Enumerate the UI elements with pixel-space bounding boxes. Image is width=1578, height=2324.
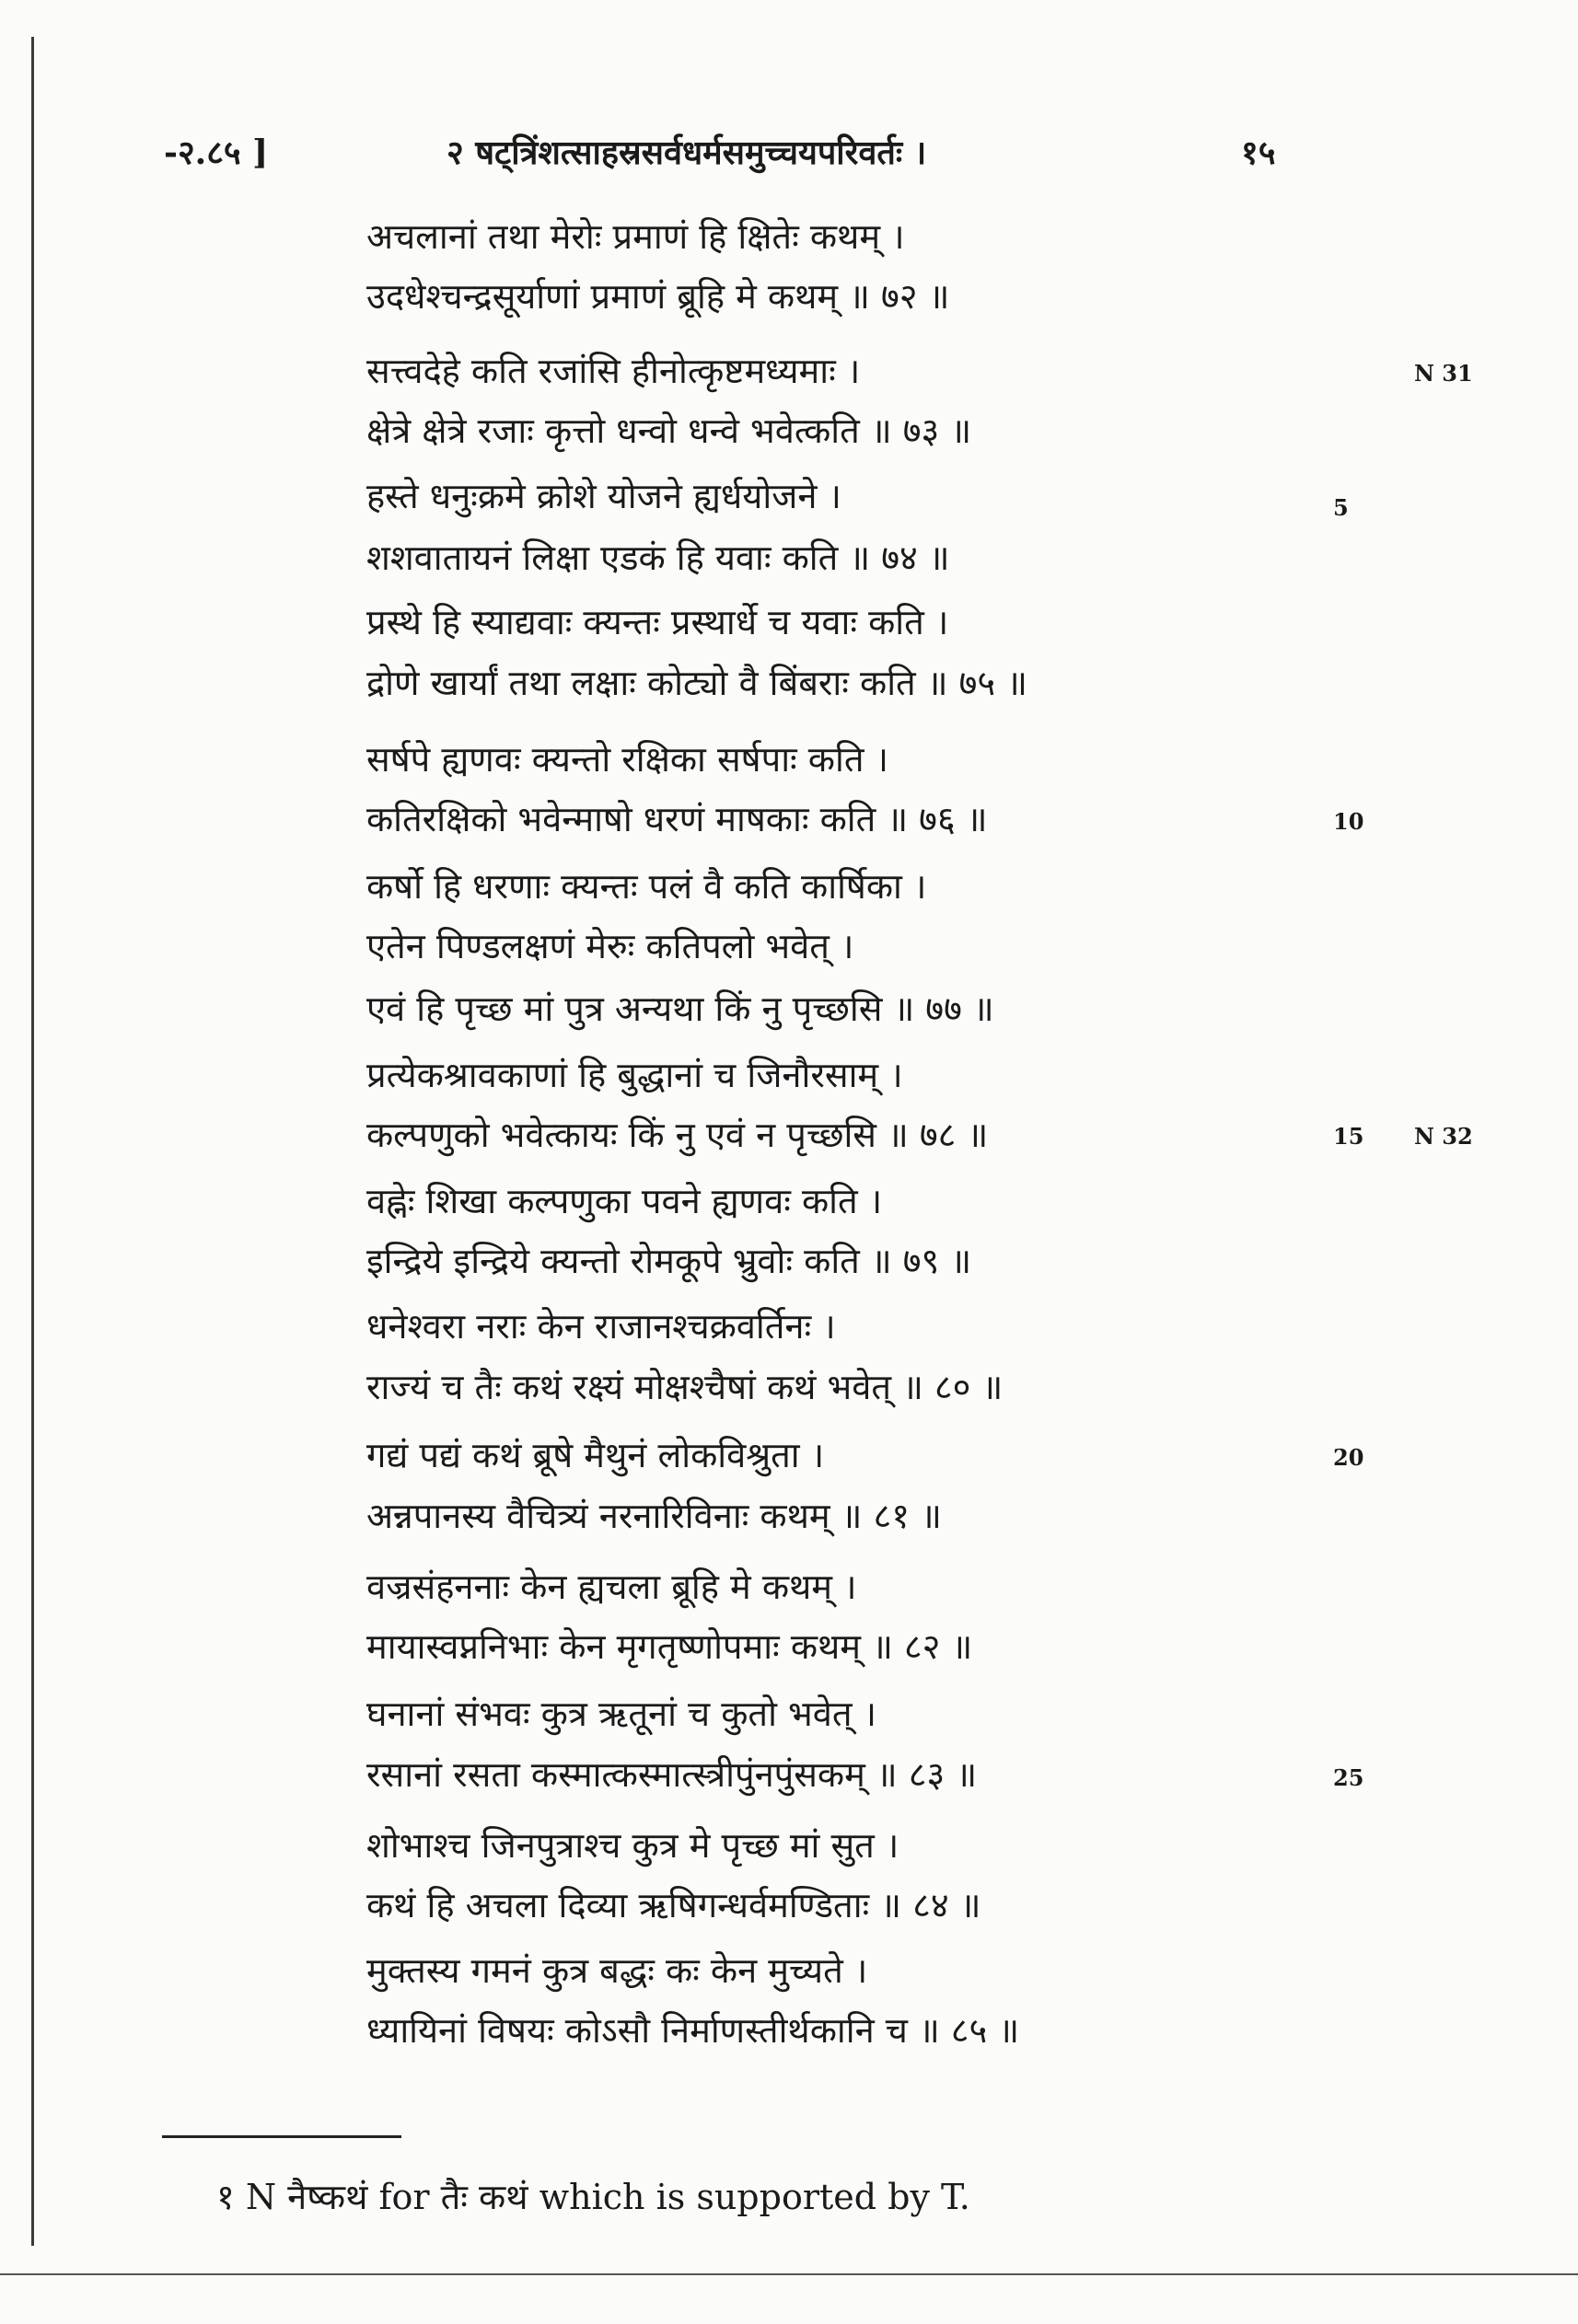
page-bottom-edge: [0, 2273, 1578, 2275]
header-verse-range: -२.८५ ]: [164, 133, 269, 172]
header-chapter-title: २ षट्त्रिंशत्साहस्रसर्वधर्मसमुच्चयपरिवर्तः ।: [447, 133, 927, 172]
margin-note: N 31: [1414, 360, 1473, 387]
verse-line: ध्यायिनां विषयः कोऽसौ निर्माणस्तीर्थकानि च ॥ ८५ ॥: [366, 2010, 1020, 2051]
verse-line: कतिरक्षिको भवेन्माषो धरणं माषकाः कति ॥ ७६ ॥: [366, 799, 988, 839]
line-number: 15: [1333, 1123, 1364, 1150]
line-number: 20: [1333, 1444, 1364, 1471]
line-number: 25: [1333, 1764, 1364, 1791]
verse-line: सर्षपे ह्यणवः क्यन्तो रक्षिका सर्षपाः कति ।: [366, 739, 888, 780]
line-number: 10: [1333, 808, 1364, 835]
verse-line: हस्ते धनुःक्रमे क्रोशे योजने ह्यर्धयोजने ।: [366, 476, 841, 516]
verse-line: कथं हि अचला दिव्या ऋषिगन्धर्वमण्डिताः ॥ ८४ ॥: [366, 1885, 981, 1925]
verse-line: शोभाश्च जिनपुत्राश्च कुत्र मे पृच्छ मां सुत ।: [366, 1825, 899, 1866]
verse-line: प्रत्येकश्रावकाणां हि बुद्धानां च जिनौरसाम् ।: [366, 1055, 903, 1095]
verse-line: मुक्तस्य गमनं कुत्र बद्धः कः केन मुच्यते ।: [366, 1950, 868, 1991]
margin-note: N 32: [1414, 1123, 1473, 1150]
verse-line: मायास्वप्ननिभाः केन मृगतृष्णोपमाः कथम् ॥ ८२ ॥: [366, 1626, 973, 1667]
verse-line: एतेन पिण्डलक्षणं मेरुः कतिपलो भवेत् ।: [366, 926, 854, 966]
verse-line: क्षेत्रे क्षेत्रे रजाः कृत्तो धन्वो धन्वे भवेत्कति ॥ ७३ ॥: [366, 410, 972, 451]
header-page-number: १५: [1241, 133, 1276, 172]
verse-line: धनेश्वरा नराः केन राजानश्चक्रवर्तिनः ।: [366, 1306, 836, 1347]
verse-line: उदधेश्चन्द्रसूर्याणां प्रमाणं ब्रूहि मे कथम् ॥ ७२ ॥: [366, 276, 950, 317]
line-number: 5: [1333, 494, 1349, 521]
verse-line: रसानां रसता कस्मात्कस्मात्स्त्रीपुंनपुंसकम् ॥ ८३ ॥: [366, 1754, 978, 1795]
verse-line: इन्द्रिये इन्द्रिये क्यन्तो रोमकूपे भ्रुवोः कति ॥ ७९ ॥: [366, 1241, 972, 1281]
verse-line: अचलानां तथा मेरोः प्रमाणं हि क्षितेः कथम् ।: [366, 216, 905, 257]
footnote-rule: [162, 2135, 401, 2138]
verse-line: प्रस्थे हि स्याद्यवाः क्यन्तः प्रस्थार्धे च यवाः कति ।: [366, 602, 949, 642]
verse-line: कल्पणुको भवेत्कायः किं नु एवं न पृच्छसि ॥ ७८ ॥: [366, 1115, 989, 1155]
verse-line: वह्नेः शिखा कल्पणुका पवने ह्यणवः कति ।: [366, 1181, 883, 1221]
verse-line: एवं हि पृच्छ मां पुत्र अन्यथा किं नु पृच्छसि ॥ ७७ ॥: [366, 989, 994, 1029]
verse-line: अन्नपानस्य वैचित्र्यं नरनारिविनाः कथम् ॥ ८१ ॥: [366, 1496, 942, 1536]
verse-line: सत्त्वदेहे कति रजांसि हीनोत्कृष्टमध्यमाः ।: [366, 351, 861, 391]
verse-line: घनानां संभवः कुत्र ऋतूनां च कुतो भवेत् ।: [366, 1694, 876, 1734]
verse-line: शशवातायनं लिक्षा एडकं हि यवाः कति ॥ ७४ ॥: [366, 538, 950, 578]
verse-line: द्रोणे खार्यां तथा लक्षाः कोट्यो वै बिंबराः कति ॥ ७५ ॥: [366, 663, 1028, 703]
verse-line: गद्यं पद्यं कथं ब्रूषे मैथुनं लोकविश्रुता ।: [366, 1435, 825, 1475]
verse-line: कर्षो हि धरणाः क्यन्तः पलं वै कति कार्षिका ।: [366, 866, 927, 907]
page-left-edge: [31, 37, 34, 2246]
verse-line: राज्यं च तैः कथं रक्ष्यं मोक्षश्चैषां कथं भवेत् ॥ ८० ॥: [366, 1367, 1004, 1407]
verse-line: वज्रसंहननाः केन ह्यचला ब्रूहि मे कथम् ।: [366, 1567, 857, 1607]
footnote: १ N नैष्कथं for तैः कथं which is supported by T.: [216, 2177, 970, 2217]
